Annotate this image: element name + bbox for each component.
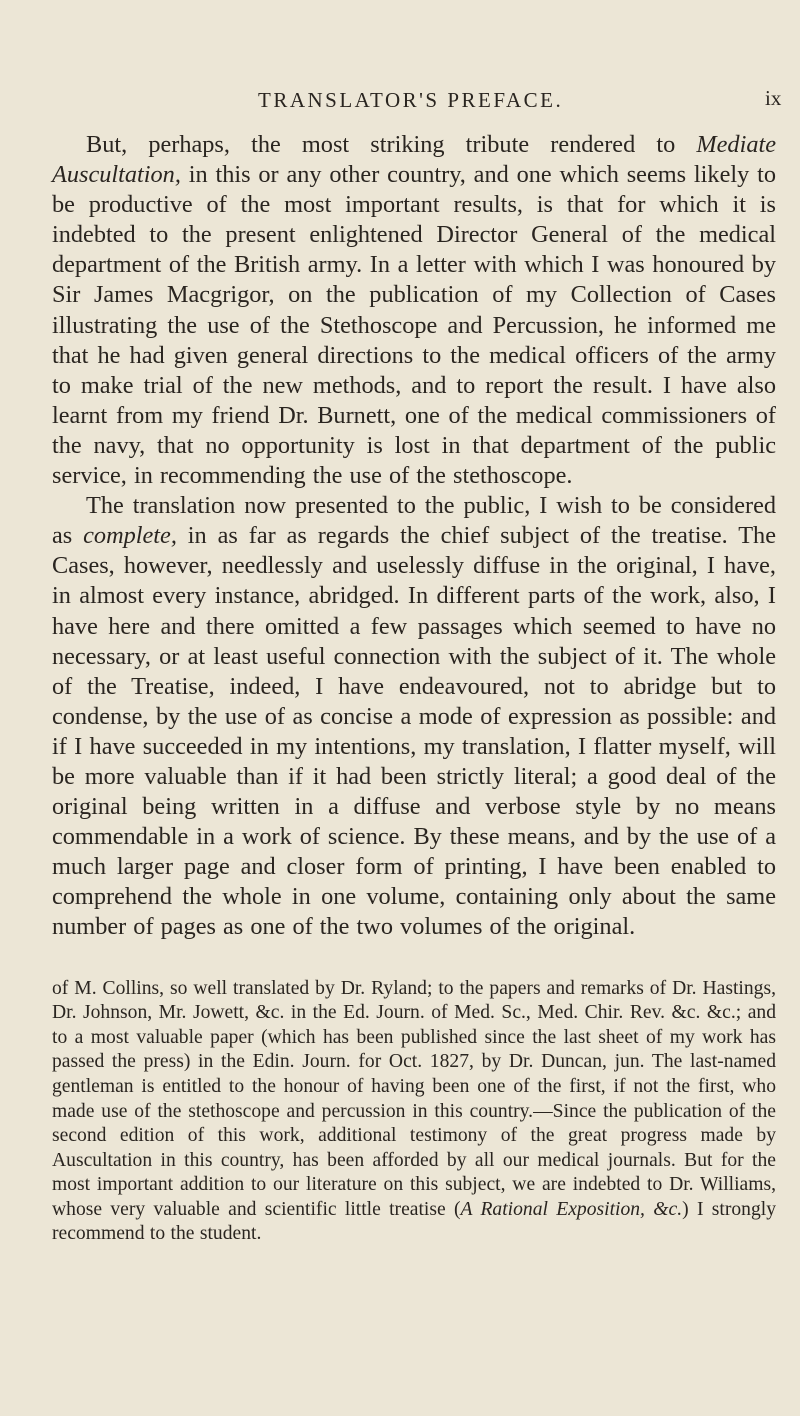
main-text [52,130,776,943]
paragraph-2-text-b: in as far as regards the chief subject of the treatise. The Cases, however, needlessly and uselessly diffuse in the original, I have, in almost every instance, abridged. In different parts of the work, also, I have here and there omitted a few passages which seemed to have no necessary, or at least useful connection with the subject of it. The whole of the Treatise, indeed, I have endeavoured, not to abridge but to condense, by the use of as concise a mode of expression as possible: and if I have succeeded in my intentions, my translation, I flatter myself, will be more valuable than if it had been strictly literal; a good deal of the original being written in a diffuse and verbose style by no means commendable in a work of science. By these means, and by the use of a much larger page and closer form of printing, I have been enabled to comprehend the whole in one volume, containing only about the same number of pages as one of the two volumes of the original. [52,522,776,941]
footnote-text-b: ) I strongly recommend to the student. [52,1198,777,1245]
running-title: TRANSLATOR'S PREFACE. [258,88,564,112]
footnote [52,977,776,1248]
paragraph-2-text-a: The translation now presented to the public, I wish to be considered as [52,492,776,550]
footnote-text-a: of M. Collins, so well translated by Dr. Ryland; to the papers and remarks of Dr. Hastings, Dr. Johnson, Mr. Jowett, &c. in the Ed. Journ. of Med. Sc., Med. Chir. Rev. &c. &c.; and to a most valuable paper (which has been published since the last sheet of my work has passed the press) in the Edin. Journ. for Oct. 1827, by Dr. Duncan, jun. The last-named gentleman is entitled to the honour of having been one of the first, if not the first, who made use of the stethoscope and percussion in this country.—Since the publication of the second edition of this work, additional testimony of the great progress made by Auscultation in this country, has been afforded by all our medical journals. But for the most important addition to our literature on this subject, we are indebted to Dr. Williams, whose very valuable and scientific little treatise ( [52,977,776,1220]
paragraph-1 [52,130,776,491]
footnote-paragraph [52,977,776,1248]
paragraph-1-text-b: in this or any other country, and one which seems likely to be productive of the most important results, is that for which it is indebted to the present enlightened Director General of the medical department of the British army. In a letter with which I was honoured by Sir James Macgrigor, on the publication of my Collection of Cases illustrating the use of the Stethoscope and Percussion, he informed me that he had given general directions to the medical officers of the army to make trial of the new methods, and to report the result. I have also learnt from my friend Dr. Burnett, one of the medical commissioners of the navy, that no opportunity is lost in that department of the public service, in recommending the use of the stethoscope. [52,161,776,490]
page-number: ix [765,86,782,110]
footnote-italic: A Rational Exposition, &c. [460,1198,683,1220]
paragraph-2-italic: complete, [83,522,177,550]
paragraph-1-text-a: But, perhaps, the most striking tribute rendered to [86,131,697,158]
paragraph-1-italic: Mediate Auscultation, [52,131,776,189]
paragraph-2 [52,491,776,942]
